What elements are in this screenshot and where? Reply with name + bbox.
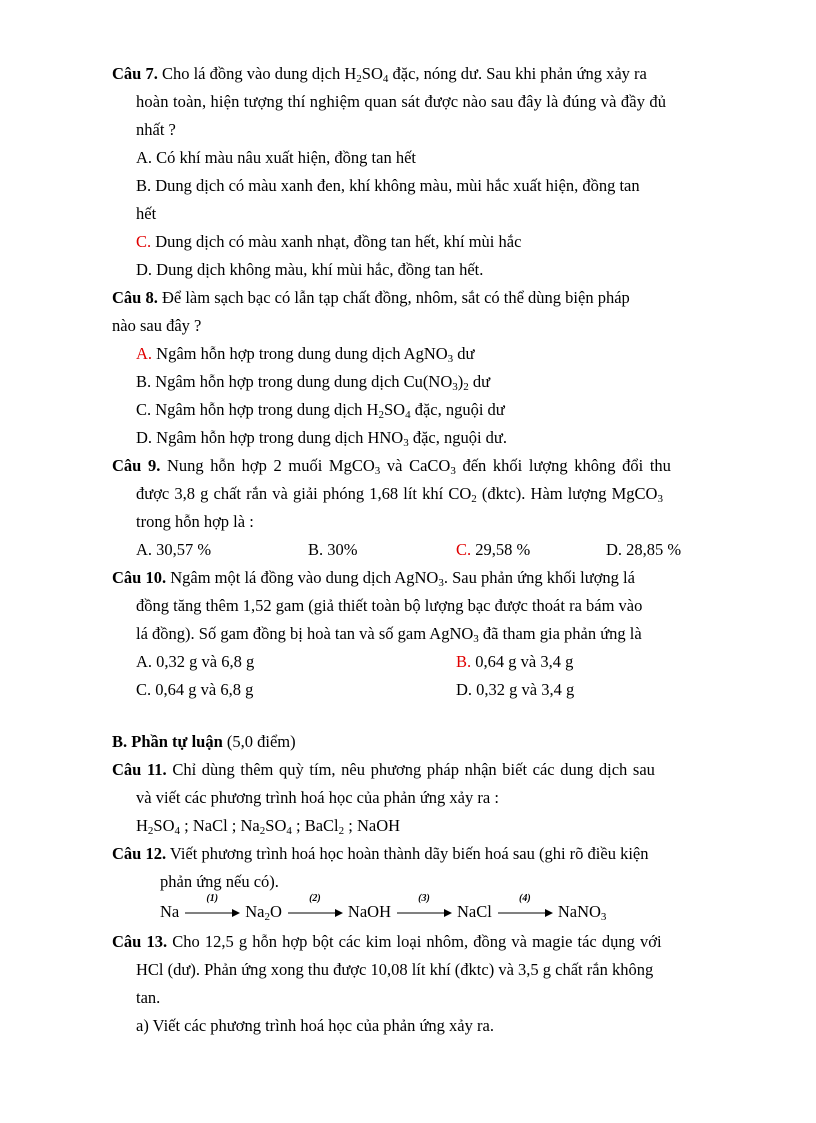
q10-option-a[interactable]: A. 0,32 g và 6,8 g [136, 652, 255, 671]
q7-option-d[interactable]: D. Dung dịch không màu, khí mùi hắc, đồng tan hết. [136, 260, 484, 279]
q8-option-c[interactable]: C. Ngâm hỗn hợp trong dung dịch $H_2SO_4$ đặc, nguội dư [136, 400, 505, 421]
q8-line-1: Câu 8. Để làm sạch bạc có lẫn tạp chất đồng, nhôm, sắt có thể dùng biện pháp [112, 288, 630, 307]
q7-line-2: hoàn toàn, hiện tượng thí nghiệm quan sát được nào sau đây là đúng và đầy đủ [136, 92, 667, 111]
q12-label: Câu 12. [112, 844, 167, 863]
q10-line-3: lá đồng). Số gam đồng bị hoà tan và số gam AgNO$_3$ đã tham gia phản ứng là [136, 624, 642, 645]
q8-option-d[interactable]: D. Ngâm hỗn hợp trong dung dịch $HNO_3$ đặc, nguội dư. [136, 428, 508, 449]
q9-label: Câu 9. [112, 456, 161, 475]
q11-line-1: Câu 11. Chỉ dùng thêm quỳ tím, nêu phương pháp nhận biết các dung dịch sau [112, 760, 655, 779]
q13-line-2: HCl (dư). Phản ứng xong thu được 10,08 lít khí (đktc) và 3,5 g chất rắn không [136, 960, 654, 979]
q9-option-c[interactable]: C. 29,58 % [456, 540, 531, 559]
q9-option-a[interactable]: A. 30,57 % [136, 540, 212, 559]
reaction-arrow-1: (1) [183, 907, 241, 919]
correct-answer-letter: C. [456, 540, 472, 559]
q10-option-b[interactable]: B. 0,64 g và 3,4 g [456, 652, 574, 671]
q7-option-a[interactable]: A. Có khí màu nâu xuất hiện, đồng tan hết [136, 148, 416, 167]
q7-label: Câu 7. [112, 64, 158, 83]
q9-line-3: trong hỗn hợp là : [136, 512, 254, 531]
q13-line-3: tan. [136, 988, 161, 1007]
correct-answer-letter: A. [136, 344, 153, 363]
q9-line-2: được 3,8 g chất rắn và giải phóng 1,68 lít khí $CO_2$ (đktc). Hàm lượng MgCO$_3$ [136, 484, 663, 505]
q8-option-b[interactable]: B. Ngâm hỗn hợp trong dung dung dịch $Cu(NO_3)_2$ dư [136, 372, 491, 393]
q11-line-2: và viết các phương trình hoá học của phản ứng xảy ra : [136, 788, 499, 807]
q10-option-c[interactable]: C. 0,64 g và 6,8 g [136, 680, 254, 699]
q12-line-2: phản ứng nếu có). [160, 872, 279, 891]
q8-line-2: nào sau đây ? [112, 316, 202, 335]
q12-line-1: Câu 12. Viết phương trình hoá học hoàn thành dãy biến hoá sau (ghi rõ điều kiện [112, 844, 649, 863]
q7-option-b-cont: hết [136, 204, 157, 223]
q7-line-1: Câu 7. Cho lá đồng vào dung dịch $H_2SO_4$ đặc, nóng dư. Sau khi phản ứng xảy ra [112, 64, 647, 85]
q9-option-d[interactable]: D. 28,85 % [606, 540, 682, 559]
correct-answer-letter: B. [456, 652, 472, 671]
reaction-arrow-4: (4) [496, 907, 554, 919]
q11-formula-list: $H_2SO_4$ ; NaCl ; $Na_2SO_4$ ; BaCl$_2$ ; NaOH [136, 816, 401, 837]
q9-option-b[interactable]: B. 30% [308, 540, 358, 559]
q8-option-a[interactable]: A. Ngâm hỗn hợp trong dung dung dịch AgNO$_3$ dư [136, 344, 475, 365]
correct-answer-letter: C. [136, 232, 152, 251]
q9-line-1: Câu 9. Nung hỗn hợp 2 muối MgCO$_3$ và CaCO$_3$ đến khối lượng không đổi thu [112, 456, 671, 477]
q10-line-1: Câu 10. Ngâm một lá đồng vào dung dịch AgNO$_3$. Sau phản ứng khối lượng lá [112, 568, 635, 589]
q13-part-a: a) Viết các phương trình hoá học của phản ứng xảy ra. [136, 1016, 494, 1035]
q10-option-d[interactable]: D. 0,32 g và 3,4 g [456, 680, 575, 699]
q7-option-b[interactable]: B. Dung dịch có màu xanh đen, khí không màu, mùi hắc xuất hiện, đồng tan [136, 176, 640, 195]
q13-line-1: Câu 13. Cho 12,5 g hỗn hợp bột các kim loại nhôm, đồng và magie tác dụng với [112, 932, 662, 951]
q10-label: Câu 10. [112, 568, 167, 587]
q8-label: Câu 8. [112, 288, 158, 307]
part-b-heading: B. Phần tự luận (5,0 điểm) [112, 732, 296, 751]
q13-label: Câu 13. [112, 932, 168, 951]
q7-line-3: nhất ? [136, 120, 176, 139]
reaction-arrow-3: (3) [395, 907, 453, 919]
q11-label: Câu 11. [112, 760, 167, 779]
reaction-arrow-2: (2) [286, 907, 344, 919]
q7-option-c[interactable]: C. Dung dịch có màu xanh nhạt, đồng tan hết, khí mùi hắc [136, 232, 522, 251]
q10-line-2: đồng tăng thêm 1,52 gam (giả thiết toàn bộ lượng bạc được thoát ra bám vào [136, 596, 643, 615]
q12-reaction-chain: Na (1) $Na_2O$ (2) NaOH (3) NaCl (4) NaNO$_3$ [160, 893, 607, 923]
